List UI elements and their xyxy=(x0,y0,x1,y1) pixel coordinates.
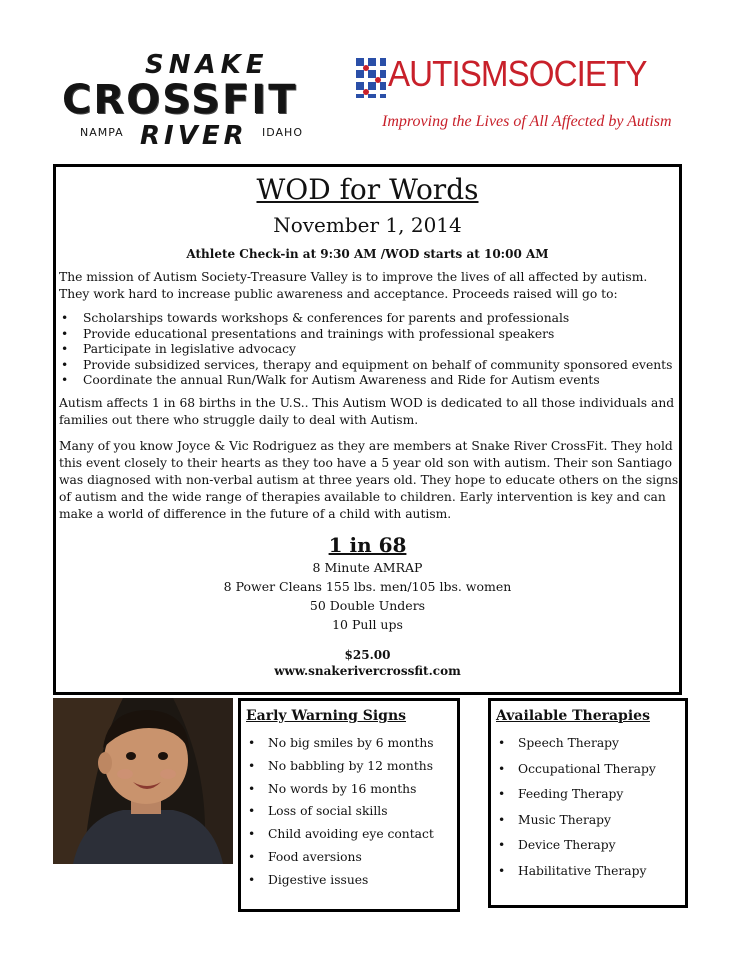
logo-word-crossfit: CROSSFIT xyxy=(62,77,298,123)
puzzle-flag-icon xyxy=(356,58,386,98)
list-item: • Scholarships towards workshops & conferences for parents and professionals xyxy=(59,311,679,327)
event-checkin-time: Athlete Check-in at 9:30 AM /WOD starts at 10:00 AM xyxy=(186,247,549,261)
list-item: • Device Therapy xyxy=(494,837,656,863)
list-item: • Habilitative Therapy xyxy=(494,863,656,889)
available-therapies-heading: Available Therapies xyxy=(496,708,650,724)
story-paragraph: Many of you know Joyce & Vic Rodriguez as they are members at Snake River CrossFit. They hold this event closely to their hearts as they too have a 5 year old son with autism. Their son Santiago was diagnosed with non-verbal autism at three years old. They hope to educate others on the signs of autism and the wide range of therapies available to children. Early intervention is key and can make a world of difference in the future of a child with autism. xyxy=(59,439,679,521)
snake-river-crossfit-logo xyxy=(62,50,334,154)
workout-line: 10 Pull ups xyxy=(332,617,403,632)
event-date: November 1, 2014 xyxy=(273,213,462,237)
statistic-paragraph: Autism affects 1 in 68 births in the U.S.. This Autism WOD is dedicated to all those individuals and families out there who struggle daily to deal with Autism. xyxy=(59,396,675,427)
website-link[interactable]: www.snakerivercrossfit.com xyxy=(274,664,461,678)
list-item: • Digestive issues xyxy=(244,872,434,895)
early-warning-signs-heading: Early Warning Signs xyxy=(246,708,407,724)
list-item: • Participate in legislative advocacy xyxy=(59,342,679,358)
autism-society-tagline: Improving the Lives of All Affected by Autism xyxy=(382,113,672,130)
available-therapies-box xyxy=(488,698,688,908)
autism-society-name: AUTISMSOCIETY xyxy=(388,53,647,94)
event-title: WOD for Words xyxy=(256,173,479,206)
list-item: • No big smiles by 6 months xyxy=(244,735,434,758)
list-item: • Music Therapy xyxy=(494,812,656,838)
list-item: • Child avoiding eye contact xyxy=(244,826,434,849)
workout-line: 8 Minute AMRAP xyxy=(312,560,423,575)
proceeds-list xyxy=(59,311,679,389)
list-item: • Occupational Therapy xyxy=(494,761,656,787)
list-item: • Provide educational presentations and trainings with professional speakers xyxy=(59,327,679,343)
early-warning-signs-list xyxy=(244,735,434,895)
list-item: • No words by 16 months xyxy=(244,781,434,804)
workout-line: 50 Double Unders xyxy=(309,598,426,613)
available-therapies-list xyxy=(494,735,656,888)
list-item: • Feeding Therapy xyxy=(494,786,656,812)
workout-title: 1 in 68 xyxy=(328,533,407,557)
early-warning-signs-box xyxy=(238,698,460,912)
event-details-box xyxy=(53,164,682,695)
logo-word-river: RIVER xyxy=(140,121,248,151)
list-item: • Loss of social skills xyxy=(244,803,434,826)
logo-word-idaho: IDAHO xyxy=(262,126,303,139)
logo-word-snake: SNAKE xyxy=(145,50,269,80)
list-item: • Provide subsidized services, therapy and equipment on behalf of community sponsored events xyxy=(59,358,679,374)
list-item: • Food aversions xyxy=(244,849,434,872)
autism-society-logo xyxy=(356,55,676,145)
workout-line: 8 Power Cleans 155 lbs. men/105 lbs. women xyxy=(223,579,512,594)
event-price: $25.00 xyxy=(344,648,391,662)
list-item: • Speech Therapy xyxy=(494,735,656,761)
list-item: • No babbling by 12 months xyxy=(244,758,434,781)
child-photo xyxy=(53,698,233,864)
logo-word-nampa: NAMPA xyxy=(80,126,124,139)
mission-paragraph: The mission of Autism Society-Treasure Valley is to improve the lives of all affected by autism. They work hard to increase public awareness and acceptance. Proceeds raised will go to: xyxy=(59,270,648,301)
list-item: • Coordinate the annual Run/Walk for Autism Awareness and Ride for Autism events xyxy=(59,373,679,389)
